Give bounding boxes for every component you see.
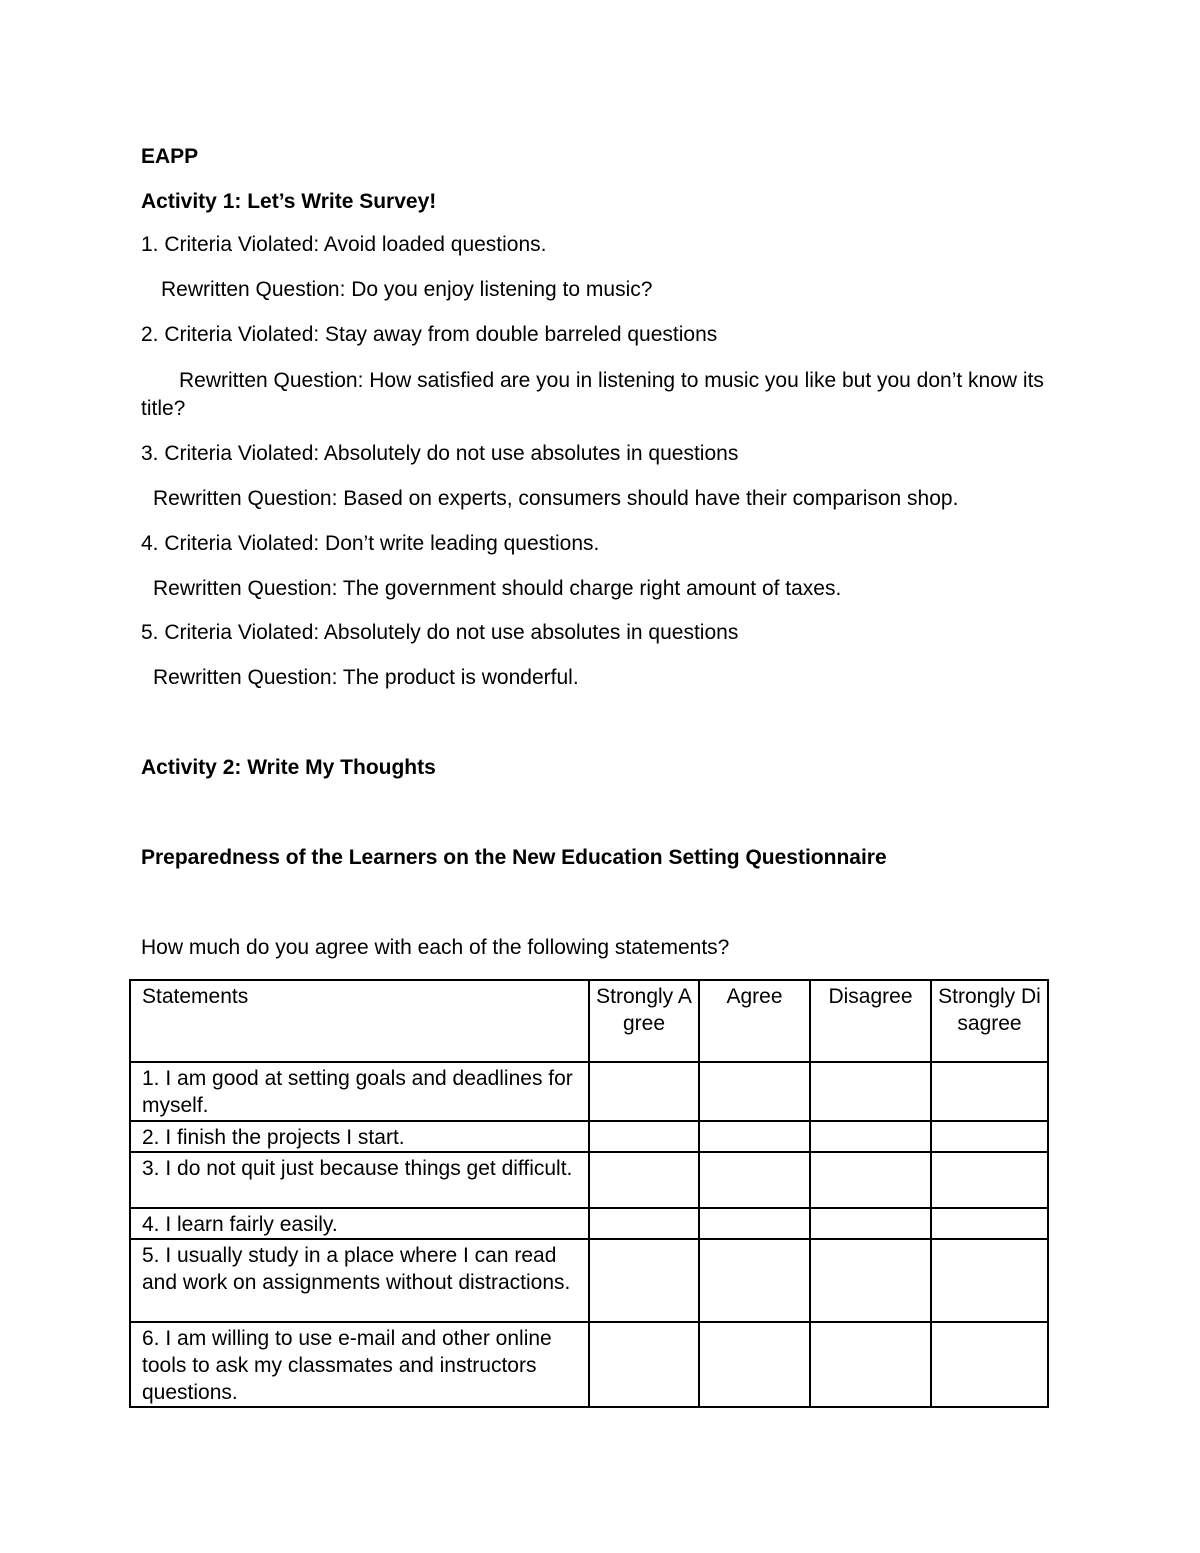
- header-strongly-agree: Strongly Agree: [589, 980, 699, 1062]
- rewritten-3: Rewritten Question: Based on experts, consumers should have their comparison shop.: [153, 487, 959, 510]
- response-cell-disagree[interactable]: [810, 1208, 931, 1239]
- response-cell-agree[interactable]: [699, 1239, 810, 1322]
- response-cell-strongly-disagree[interactable]: [931, 1121, 1048, 1152]
- response-cell-disagree[interactable]: [810, 1322, 931, 1407]
- header-agree: Agree: [699, 980, 810, 1062]
- table-row: [130, 1121, 1048, 1152]
- criteria-3: 3. Criteria Violated: Absolutely do not use absolutes in questions: [141, 442, 739, 465]
- rewritten-1: Rewritten Question: Do you enjoy listening to music?: [161, 278, 653, 301]
- header-statements: Statements: [130, 980, 589, 1062]
- statement-5: 5. I usually study in a place where I can read and work on assignments without distractions.: [130, 1239, 589, 1322]
- response-cell-agree[interactable]: [699, 1322, 810, 1407]
- criteria-1: 1. Criteria Violated: Avoid loaded questions.: [141, 233, 547, 256]
- table-header-row: [130, 980, 1048, 1062]
- response-cell-disagree[interactable]: [810, 1121, 931, 1152]
- response-cell-strongly-agree[interactable]: [589, 1152, 699, 1208]
- criteria-4: 4. Criteria Violated: Don’t write leading questions.: [141, 532, 600, 555]
- rewritten-5: Rewritten Question: The product is wonderful.: [153, 666, 579, 689]
- response-cell-strongly-agree[interactable]: [589, 1208, 699, 1239]
- response-cell-strongly-agree[interactable]: [589, 1062, 699, 1121]
- response-cell-strongly-disagree[interactable]: [931, 1322, 1048, 1407]
- response-cell-agree[interactable]: [699, 1152, 810, 1208]
- questionnaire-title: Preparedness of the Learners on the New Education Setting Questionnaire: [141, 846, 887, 869]
- table-row: [130, 1152, 1048, 1208]
- response-cell-strongly-disagree[interactable]: [931, 1062, 1048, 1121]
- table-row: [130, 1208, 1048, 1239]
- header-strongly-disagree: Strongly Disagree: [931, 980, 1048, 1062]
- criteria-2: 2. Criteria Violated: Stay away from double barreled questions: [141, 323, 718, 346]
- statement-3: 3. I do not quit just because things get difficult.: [130, 1152, 589, 1208]
- statement-6: 6. I am willing to use e-mail and other online tools to ask my classmates and instructors questions.: [130, 1322, 589, 1407]
- table-row: [130, 1239, 1048, 1322]
- response-cell-strongly-disagree[interactable]: [931, 1239, 1048, 1322]
- response-cell-disagree[interactable]: [810, 1152, 931, 1208]
- response-cell-strongly-agree[interactable]: [589, 1239, 699, 1322]
- response-cell-strongly-agree[interactable]: [589, 1121, 699, 1152]
- response-cell-disagree[interactable]: [810, 1239, 931, 1322]
- activity2-title: Activity 2: Write My Thoughts: [141, 756, 436, 779]
- subject-heading: EAPP: [141, 145, 199, 168]
- response-cell-agree[interactable]: [699, 1062, 810, 1121]
- header-disagree: Disagree: [810, 980, 931, 1062]
- response-cell-disagree[interactable]: [810, 1062, 931, 1121]
- statement-2: 2. I finish the projects I start.: [130, 1121, 589, 1152]
- table-row: [130, 1322, 1048, 1407]
- rewritten-4: Rewritten Question: The government should charge right amount of taxes.: [153, 577, 842, 600]
- rewritten-2: Rewritten Question: How satisfied are you in listening to music you like but you don’t know its title?: [141, 369, 1044, 420]
- criteria-5: 5. Criteria Violated: Absolutely do not use absolutes in questions: [141, 621, 739, 644]
- statement-1: 1. I am good at setting goals and deadlines for myself.: [130, 1062, 589, 1121]
- response-cell-agree[interactable]: [699, 1121, 810, 1152]
- response-cell-agree[interactable]: [699, 1208, 810, 1239]
- activity1-title: Activity 1: Let’s Write Survey!: [141, 190, 437, 213]
- survey-table: [129, 979, 1049, 1408]
- response-cell-strongly-disagree[interactable]: [931, 1152, 1048, 1208]
- response-cell-strongly-agree[interactable]: [589, 1322, 699, 1407]
- table-row: [130, 1062, 1048, 1121]
- statement-4: 4. I learn fairly easily.: [130, 1208, 589, 1239]
- questionnaire-prompt: How much do you agree with each of the following statements?: [141, 936, 730, 959]
- response-cell-strongly-disagree[interactable]: [931, 1208, 1048, 1239]
